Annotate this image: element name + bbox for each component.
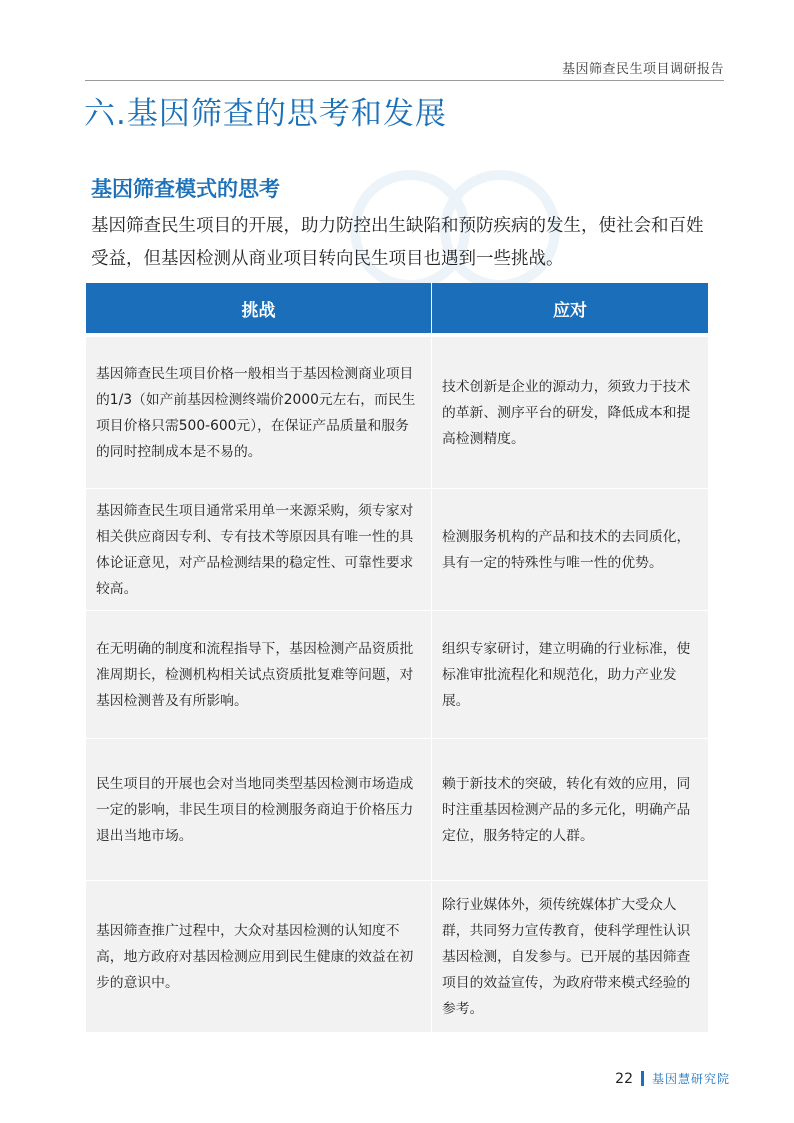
challenge-cell: 在无明确的制度和流程指导下，基因检测产品资质批准周期长，检测机构相关试点资质批复难等问题，对基因检测普及有所影响。: [86, 610, 432, 738]
response-cell: 检测服务机构的产品和技术的去同质化，具有一定的特殊性与唯一性的优势。: [432, 488, 708, 610]
subsection-title: 基因筛查模式的思考: [91, 177, 280, 201]
table-header-row: [86, 283, 708, 333]
response-cell: 赖于新技术的突破，转化有效的应用，同时注重基因检测产品的多元化，明确产品定位，服务特定的人群。: [432, 738, 708, 880]
table-row: [86, 738, 708, 880]
header-challenge: 挑战: [86, 283, 432, 333]
challenge-cell: 基因筛查民生项目通常采用单一来源采购，须专家对相关供应商因专利、专有技术等原因具有唯一性的具体论证意见，对产品检测结果的稳定性、可靠性要求较高。: [86, 488, 432, 610]
header-divider: [85, 80, 724, 81]
table-row: [86, 488, 708, 610]
header-response: 应对: [432, 283, 708, 333]
report-header-title: 基因筛查民生项目调研报告: [561, 62, 724, 77]
page-number: 22: [615, 1070, 633, 1087]
footer-divider: [641, 1071, 644, 1086]
page-footer: [615, 1070, 730, 1087]
table-row: [86, 610, 708, 738]
table-row: [86, 336, 708, 488]
challenge-cell: 基因筛查民生项目价格一般相当于基因检测商业项目的1/3（如产前基因检测终端价2000元左右，而民生项目价格只需500-600元），在保证产品质量和服务的同时控制成本是不易的。: [86, 336, 432, 488]
intro-paragraph: 基因筛查民生项目的开展，助力防控出生缺陷和预防疾病的发生，使社会和百姓受益，但基因检测从商业项目转向民生项目也遇到一些挑战。: [91, 216, 704, 269]
challenge-cell: 基因筛查推广过程中，大众对基因检测的认知度不高，地方政府对基因检测应用到民生健康的效益在初步的意识中。: [86, 880, 432, 1032]
table-row: [86, 880, 708, 1032]
challenge-cell: 民生项目的开展也会对当地同类型基因检测市场造成一定的影响，非民生项目的检测服务商迫于价格压力退出当地市场。: [86, 738, 432, 880]
response-cell: 技术创新是企业的源动力，须致力于技术的革新、测序平台的研发，降低成本和提高检测精度。: [432, 336, 708, 488]
response-cell: 组织专家研讨，建立明确的行业标准，使标准审批流程化和规范化，助力产业发展。: [432, 610, 708, 738]
response-cell: 除行业媒体外，须传统媒体扩大受众人群，共同努力宣传教育，使科学理性认识基因检测，自发参与。已开展的基因筛查项目的效益宣传，为政府带来模式经验的参考。: [432, 880, 708, 1032]
challenges-table: [86, 283, 708, 1032]
footer-brand: 基因慧研究院: [651, 1072, 730, 1086]
section-title: 六.基因筛查的思考和发展: [84, 96, 447, 132]
